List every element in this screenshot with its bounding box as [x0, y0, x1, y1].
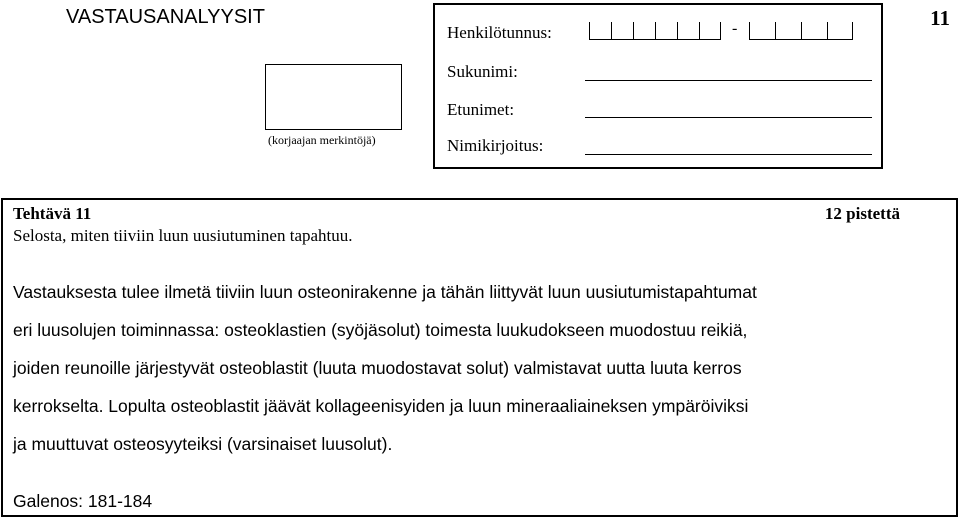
answer-line: Vastauksesta tulee ilmetä tiiviin luun osteonirakenne ja tähän liittyvät luun uusiutumistapahtumat: [13, 282, 757, 302]
id-digit-box[interactable]: [611, 22, 633, 40]
id-digit-box[interactable]: [699, 22, 721, 40]
signature-label: Nimikirjoitus:: [447, 136, 544, 155]
grader-marks-box: [265, 64, 402, 130]
task-question: Selosta, miten tiiviin luun uusiutuminen tapahtuu.: [13, 226, 353, 245]
student-info-panel: [433, 3, 883, 169]
id-digit-box[interactable]: [801, 22, 827, 40]
grader-caption: (korjaajan merkintöjä): [268, 133, 376, 147]
id-number-field[interactable]: [589, 22, 871, 40]
answer-line: ja muuttuvat osteosyyteiksi (varsinaiset luusolut).: [13, 434, 393, 454]
firstname-label: Etunimet:: [447, 100, 515, 119]
id-digit-box[interactable]: [749, 22, 775, 40]
answer-source: Galenos: 181-184: [13, 491, 153, 511]
answer-line: kerrokselta. Lopulta osteoblastit jäävät kollageenisyiden ja luun mineraaliaineksen ympäröiviksi: [13, 396, 749, 416]
task-points: 12 pistettä: [824, 204, 900, 223]
task-panel: [1, 198, 958, 517]
answer-text: [13, 273, 953, 463]
answer-line: joiden reunoille järjestyvät osteoblastit (luuta muodostavat solut) valmistavat uutta luuta kerros: [13, 358, 742, 378]
id-digit-box[interactable]: [633, 22, 655, 40]
task-title: Tehtävä 11: [13, 204, 92, 223]
firstname-field[interactable]: [585, 117, 872, 118]
surname-field[interactable]: [585, 80, 872, 81]
surname-label: Sukunimi:: [447, 62, 518, 81]
id-digit-box[interactable]: [775, 22, 801, 40]
page-number: 11: [930, 6, 950, 30]
id-digit-box[interactable]: [827, 22, 853, 40]
signature-field[interactable]: [585, 154, 872, 155]
id-separator: -: [732, 20, 738, 37]
document-title: VASTAUSANALYYSIT: [66, 6, 265, 28]
id-digit-box[interactable]: [677, 22, 699, 40]
answer-line: eri luusolujen toiminnassa: osteoklastien (syöjäsolut) toimesta luukudokseen muodostuu reikiä,: [13, 320, 748, 340]
id-digit-box[interactable]: [655, 22, 677, 40]
id-label: Henkilötunnus:: [447, 23, 552, 42]
id-digit-box[interactable]: [589, 22, 611, 40]
